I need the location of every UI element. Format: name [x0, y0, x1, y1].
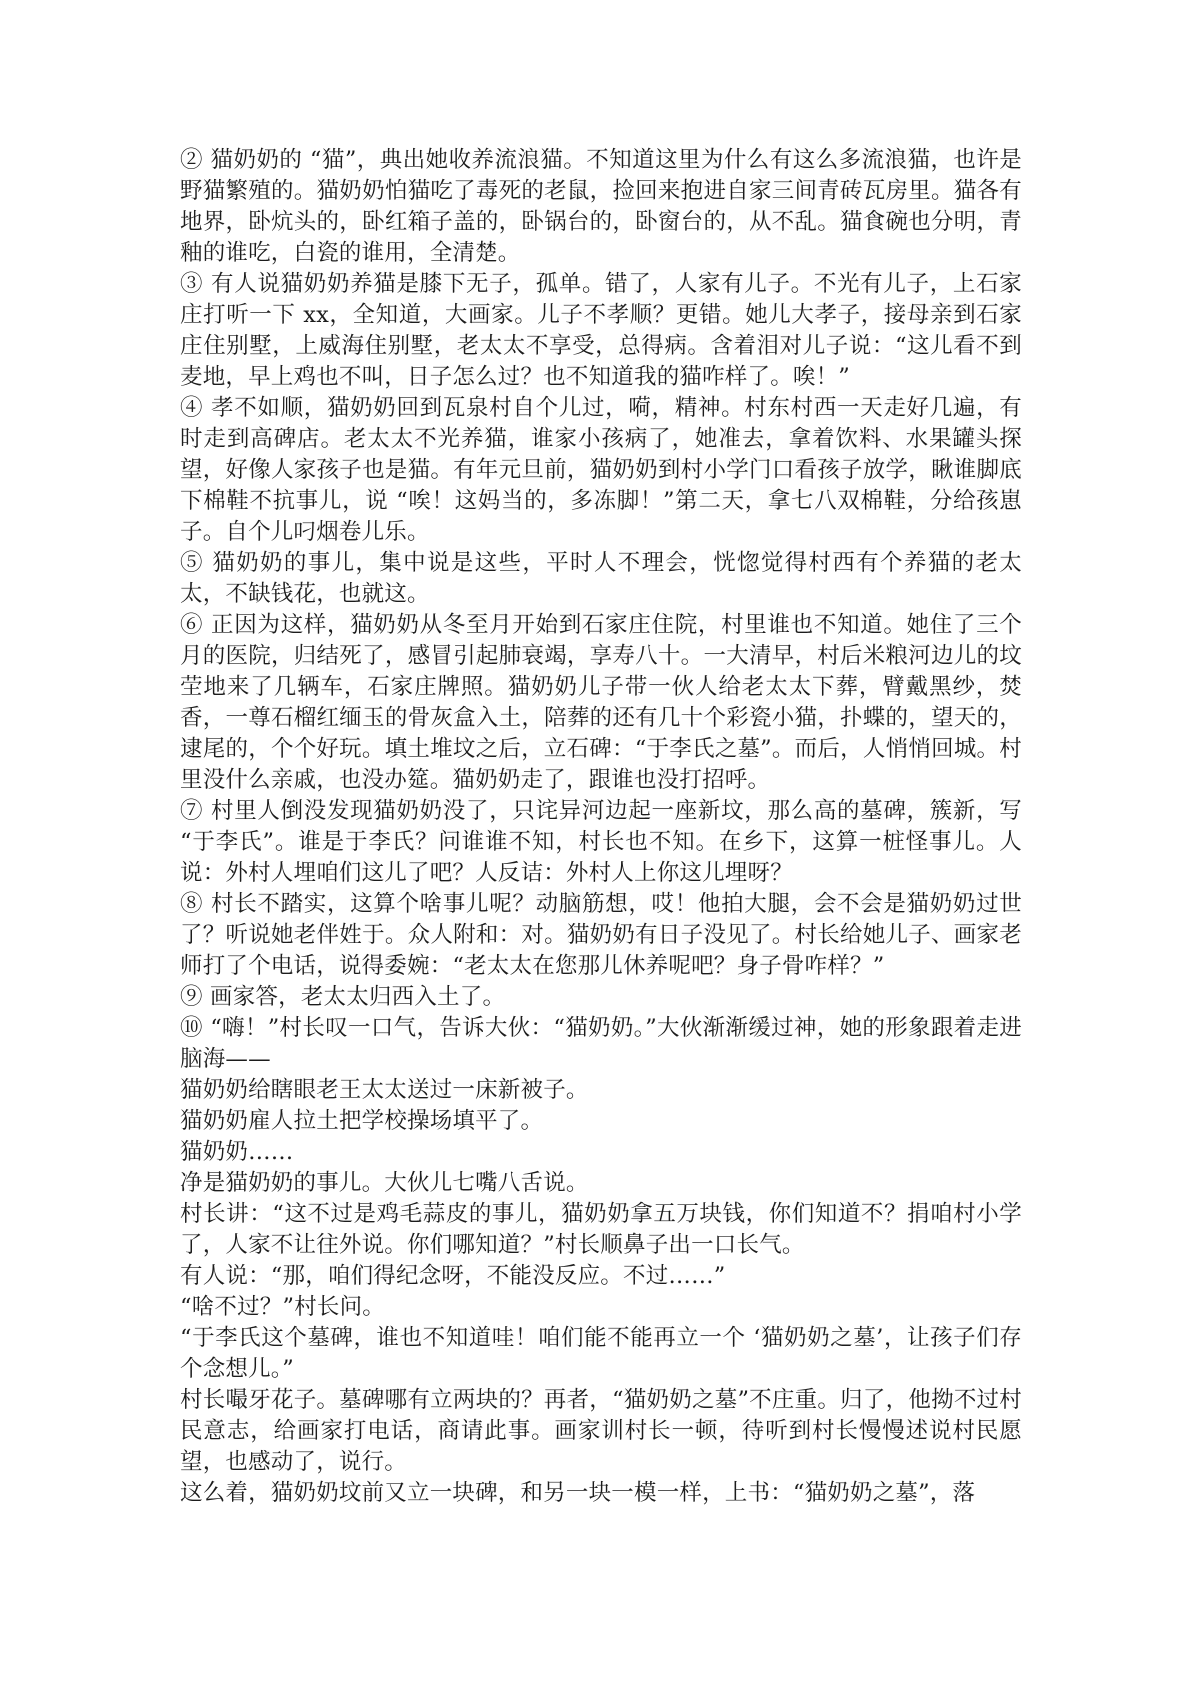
paragraph-9: ⑨ 画家答，老太太归西入土了。: [180, 984, 506, 1010]
paragraph-6: ⑥ 正因为这样，猫奶奶从冬至月开始到石家庄住院，村里谁也不知道。她住了三个月的医院，归结死了，感冒引起肺衰竭，享寿八十。一大清早，村后米粮河边儿的坟茔地来了几辆车，石家庄牌照。猫奶奶儿子带一伙人给老太太下葬，臂戴黑纱，焚香，一尊石榴红缅玉的骨灰盒入土，陪葬的还有几十个彩瓷小猫，扑蝶的，望天的，逮尾的，个个好玩。填土堆坟之后，立石碑：“于李氏之墓”。而后，人悄悄回城。村里没什么亲戚，也没办筵。猫奶奶走了，跟谁也没打招呼。: [180, 612, 1022, 793]
memory-line-playground: 猫奶奶雇人拉土把学校操场填平了。: [180, 1108, 544, 1134]
paragraph-4: ④ 孝不如顺，猫奶奶回到瓦泉村自个儿过，嗬，精神。村东村西一天走好几遍，有时走到高碑店。老太太不光养猫，谁家小孩病了，她准去，拿着饮料、水果罐头探望，好像人家孩子也是猫。有年元旦前，猫奶奶到村小学门口看孩子放学，瞅谁脚底下棉鞋不抗事儿，说 “唉！这妈当的，多冻脚！”第二天，拿七八双棉鞋，分给孩崽子。自个儿叼烟卷儿乐。: [180, 395, 1022, 545]
paragraph-10: ⑩ “嗨！”村长叹一口气，告诉大伙：“猫奶奶。”大伙渐渐缓过神，她的形象跟着走进脑海——: [180, 1015, 1022, 1072]
closing-line: 这么着，猫奶奶坟前又立一块碑，和另一块一模一样，上书：“猫奶奶之墓”，落: [180, 1480, 976, 1506]
village-head-decision: 村长嘬牙花子。墓碑哪有立两块的？再者，“猫奶奶之墓”不庄重。归了，他拗不过村民意志，给画家打电话，商请此事。画家训村长一顿，待听到村长慢慢述说村民愿望，也感动了，说行。: [180, 1387, 1022, 1475]
village-head-question: “啥不过？”村长问。: [180, 1294, 386, 1320]
narration-line: 净是猫奶奶的事儿。大伙儿七嘴八舌说。: [180, 1170, 589, 1196]
paragraph-7: ⑦ 村里人倒没发现猫奶奶没了，只诧异河边起一座新坟，那么高的墓碑，簇新，写 “于李氏”。谁是于李氏？问谁谁不知，村长也不知。在乡下，这算一桩怪事儿。人说：外村人埋咱们这儿了吧？人反诘：外村人上你这儿埋呀？: [180, 798, 1022, 886]
villager-proposal: “于李氏这个墓碑，谁也不知道哇！咱们能不能再立一个 ‘猫奶奶之墓’，让孩子们存个念想儿。”: [180, 1325, 1022, 1382]
village-head-speech: 村长讲：“这不过是鸡毛蒜皮的事儿，猫奶奶拿五万块钱，你们知道不？捐咱村小学了，人家不让往外说。你们哪知道？”村长顺鼻子出一口长气。: [180, 1201, 1022, 1258]
document-page: [180, 145, 1022, 1509]
paragraph-3: ③ 有人说猫奶奶养猫是膝下无子，孤单。错了，人家有儿子。不光有儿子，上石家庄打听一下 xx，全知道，大画家。儿子不孝顺？更错。她儿大孝子，接母亲到石家庄住别墅，上威海住别墅，老太太不享受，总得病。含着泪对儿子说：“这儿看不到麦地，早上鸡也不叫，日子怎么过？也不知道我的猫咋样了。唉！”: [180, 271, 1022, 390]
memory-line-quilt: 猫奶奶给瞎眼老王太太送过一床新被子。: [180, 1077, 589, 1103]
villager-speech: 有人说：“那，咱们得纪念呀，不能没反应。不过……”: [180, 1263, 726, 1289]
memory-line-ellipsis: 猫奶奶……: [180, 1139, 294, 1165]
paragraph-8: ⑧ 村长不踏实，这算个啥事儿呢？动脑筋想，哎！他拍大腿，会不会是猫奶奶过世了？听说她老伴姓于。众人附和：对。猫奶奶有日子没见了。村长给她儿子、画家老师打了个电话，说得委婉：“老太太在您那儿休养呢吧？身子骨咋样？”: [180, 891, 1022, 979]
paragraph-2: ② 猫奶奶的 “猫”，典出她收养流浪猫。不知道这里为什么有这么多流浪猫，也许是野猫繁殖的。猫奶奶怕猫吃了毒死的老鼠，捡回来抱进自家三间青砖瓦房里。猫各有地界，卧炕头的，卧红箱子盖的，卧锅台的，卧窗台的，从不乱。猫食碗也分明，青釉的谁吃，白瓷的谁用，全清楚。: [180, 147, 1022, 266]
paragraph-5: ⑤ 猫奶奶的事儿，集中说是这些，平时人不理会，恍惚觉得村西有个养猫的老太太，不缺钱花，也就这。: [180, 550, 1022, 607]
